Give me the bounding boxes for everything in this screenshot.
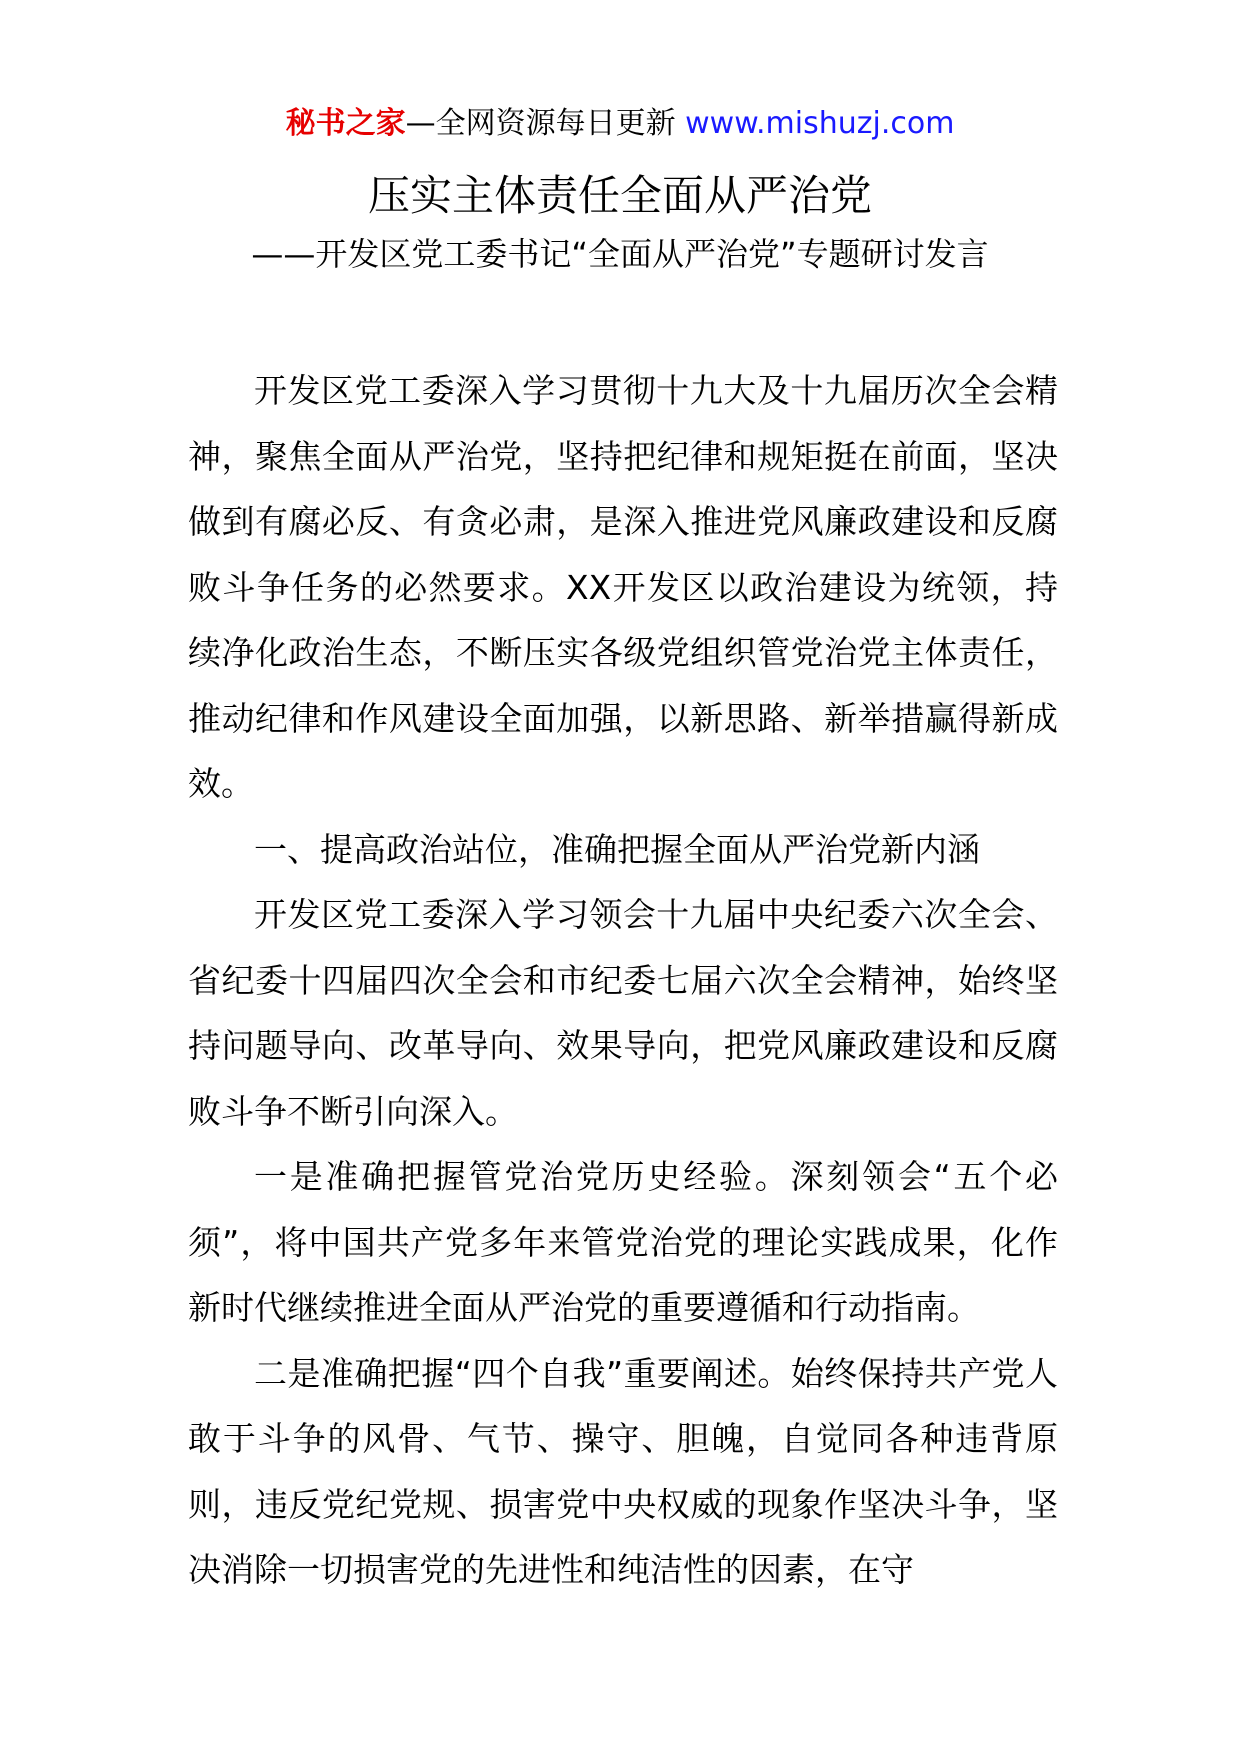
paragraph-point-2: 二是准确把握“四个自我”重要阐述。始终保持共产党人敢于斗争的风骨、气节、操守、胆魄，自觉同各种违背原则，违反党纪党规、损害党中央权威的现象作坚决斗争，坚决消除一切损害党的先进性和纯洁性的因素，在守 <box>188 1353 1058 1589</box>
paragraph-point-1: 一是准确把握管党治党历史经验。深刻领会“五个必须”，将中国共产党多年来管党治党的理论实践成果，化作新时代继续推进全面从严治党的重要遵循和行动指南。 <box>188 1157 1058 1327</box>
document-subtitle: ——开发区党工委书记“全面从严治党”专题研讨发言 <box>251 235 989 273</box>
paragraph-intro: 开发区党工委深入学习贯彻十九大及十九届历次全会精神，聚焦全面从严治党，坚持把纪律和规矩挺在前面，坚决做到有腐必反、有贪必肃，是深入推进党风廉政建设和反腐败斗争任务的必然要求。XX开发区以政治建设为统领，持续净化政治生态，不断压实各级党组织管党治党主体责任，推动纪律和作风建设全面加强，以新思路、新举措赢得新成效。 <box>188 371 1058 803</box>
site-slogan: —全网资源每日更新 <box>405 106 686 141</box>
document-body <box>188 358 1058 1603</box>
site-header-banner <box>0 104 1240 144</box>
site-url-link[interactable]: www.mishuzj.com <box>685 106 955 141</box>
document-title: 压实主体责任全面从严治党 <box>367 171 872 220</box>
section-heading-1: 一、提高政治站位，准确把握全面从严治党新内涵 <box>254 829 980 869</box>
site-brand: 秘书之家 <box>285 106 406 141</box>
paragraph-section-1: 开发区党工委深入学习领会十九届中央纪委六次全会、省纪委十四届四次全会和市纪委七届六次全会精神，始终坚持问题导向、改革导向、效果导向，把党风廉政建设和反腐败斗争不断引向深入。 <box>188 895 1058 1131</box>
